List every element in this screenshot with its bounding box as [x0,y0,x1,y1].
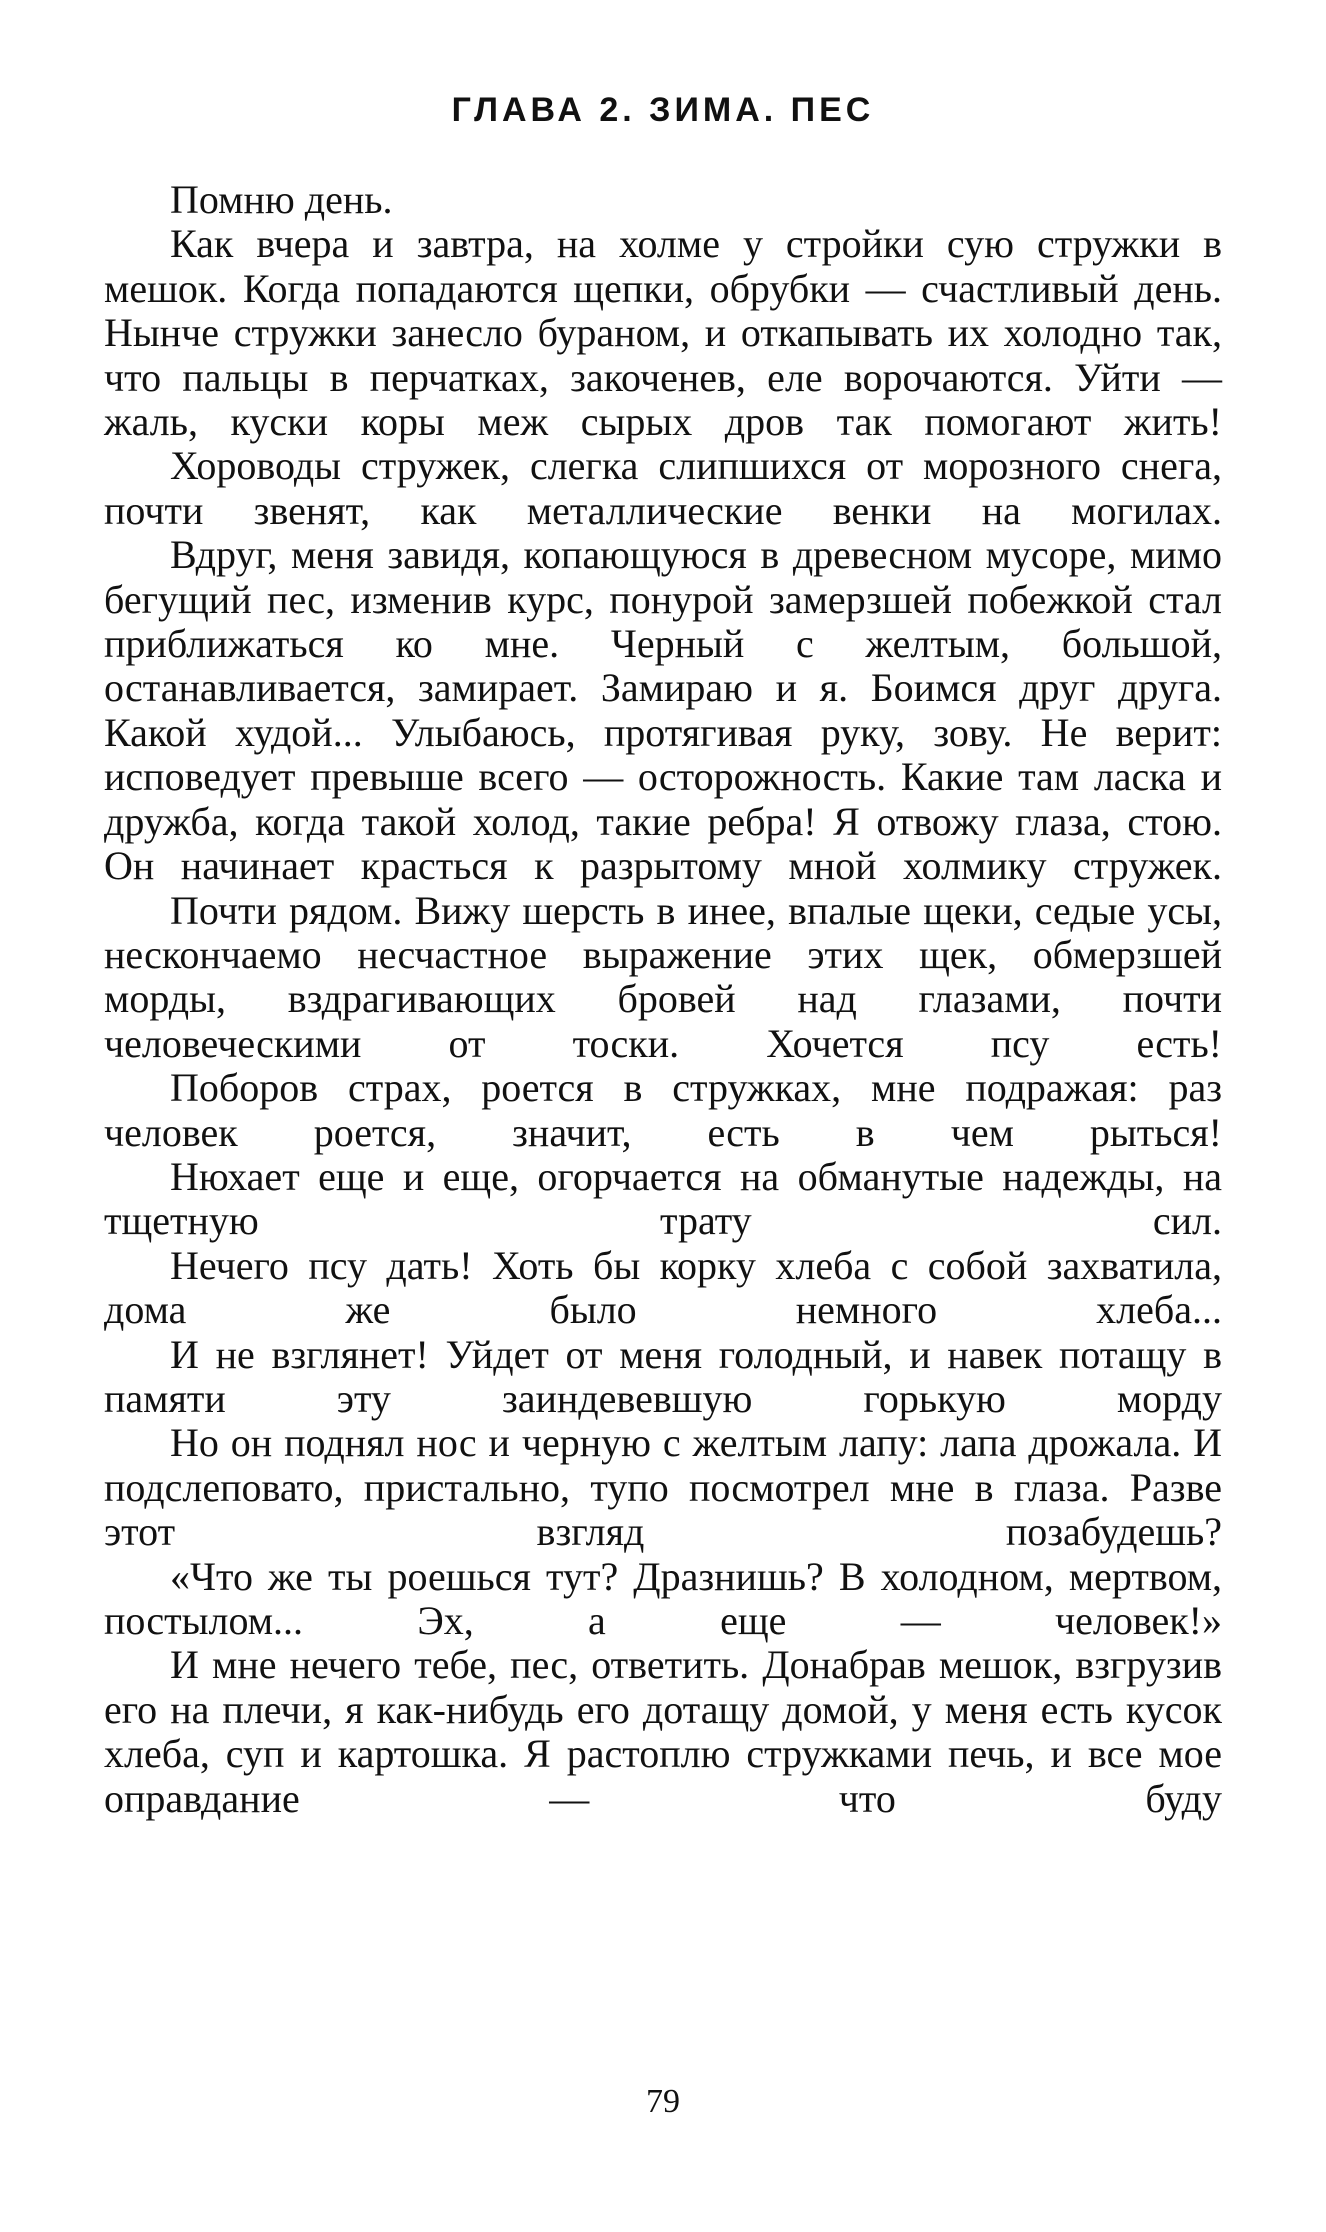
paragraph: Хороводы стружек, слегка слипшихся от морозного снега, почти звенят, как металлические венки на могилах. [104,443,1222,533]
body-text [104,178,1222,1821]
paragraph: И мне нечего тебе, пес, ответить. Донабрав мешок, взгрузив его на плечи, я как-нибудь его дотащу домой, у меня есть кусок хлеба, суп и картошка. Я растоплю стружками печь, и все мое оправдание — что буду [104,1642,1222,1821]
chapter-title: ГЛАВА 2. ЗИМА. ПЕС [451,91,875,129]
paragraph: Как вчера и завтра, на холме у стройки сую стружки в мешок. Когда попадаются щепки, обрубки — счастливый день. Нынче стружки занесло бураном, и откапывать их холодно так, что пальцы в перчатках, закоченев, еле ворочаются. Уйти — жаль, куски коры меж сырых дров так помогают жить! [104,221,1222,445]
paragraph: И не взглянет! Уйдет от меня голодный, и навек потащу в памяти эту заиндевевшую горькую морду [104,1331,1222,1421]
paragraph: Почти рядом. Вижу шерсть в инее, впалые щеки, седые усы, нескончаемо несчастное выражение этих щек, обмерзшей морды, вздрагивающих бровей над глазами, почти человеческими от тоски. Хочется псу есть! [104,887,1222,1066]
paragraph: Вдруг, меня завидя, копающуюся в древесном мусоре, мимо бегущий пес, изменив курс, понурой замерзшей побежкой стал приближаться ко мне. Черный с желтым, большой, останавливается, замирает. Замираю и я. Боимся друг друга. Какой худой... Улыбаюсь, протягивая руку, зову. Не верит: исповедует превыше всего — осторожность. Какие там ласка и дружба, когда такой холод, такие ребра! Я отвожу глаза, стою. Он начинает красться к разрытому мной холмику стружек. [104,532,1222,889]
paragraph: Нечего псу дать! Хоть бы корку хлеба с собой захватила, дома же было немного хлеба... [104,1242,1222,1333]
paragraph: Поборов страх, роется в стружках, мне подражая: раз человек роется, значит, есть в чем рыться! [104,1065,1222,1155]
paragraph: Но он поднял нос и черную с желтым лапу: лапа дрожала. И подслеповато, пристально, тупо посмотрел мне в глаза. Разве этот взгляд позабудешь? [104,1420,1222,1555]
page-number: 79 [646,2083,680,2120]
paragraph: «Что же ты роешься тут? Дразнишь? В холодном, мертвом, постылом... Эх, а еще — человек!» [104,1553,1222,1643]
paragraph: Нюхает еще и еще, огорчается на обманутые надежды, на тщетную трату сил. [104,1153,1222,1244]
paragraph: Помню день. [170,177,393,222]
